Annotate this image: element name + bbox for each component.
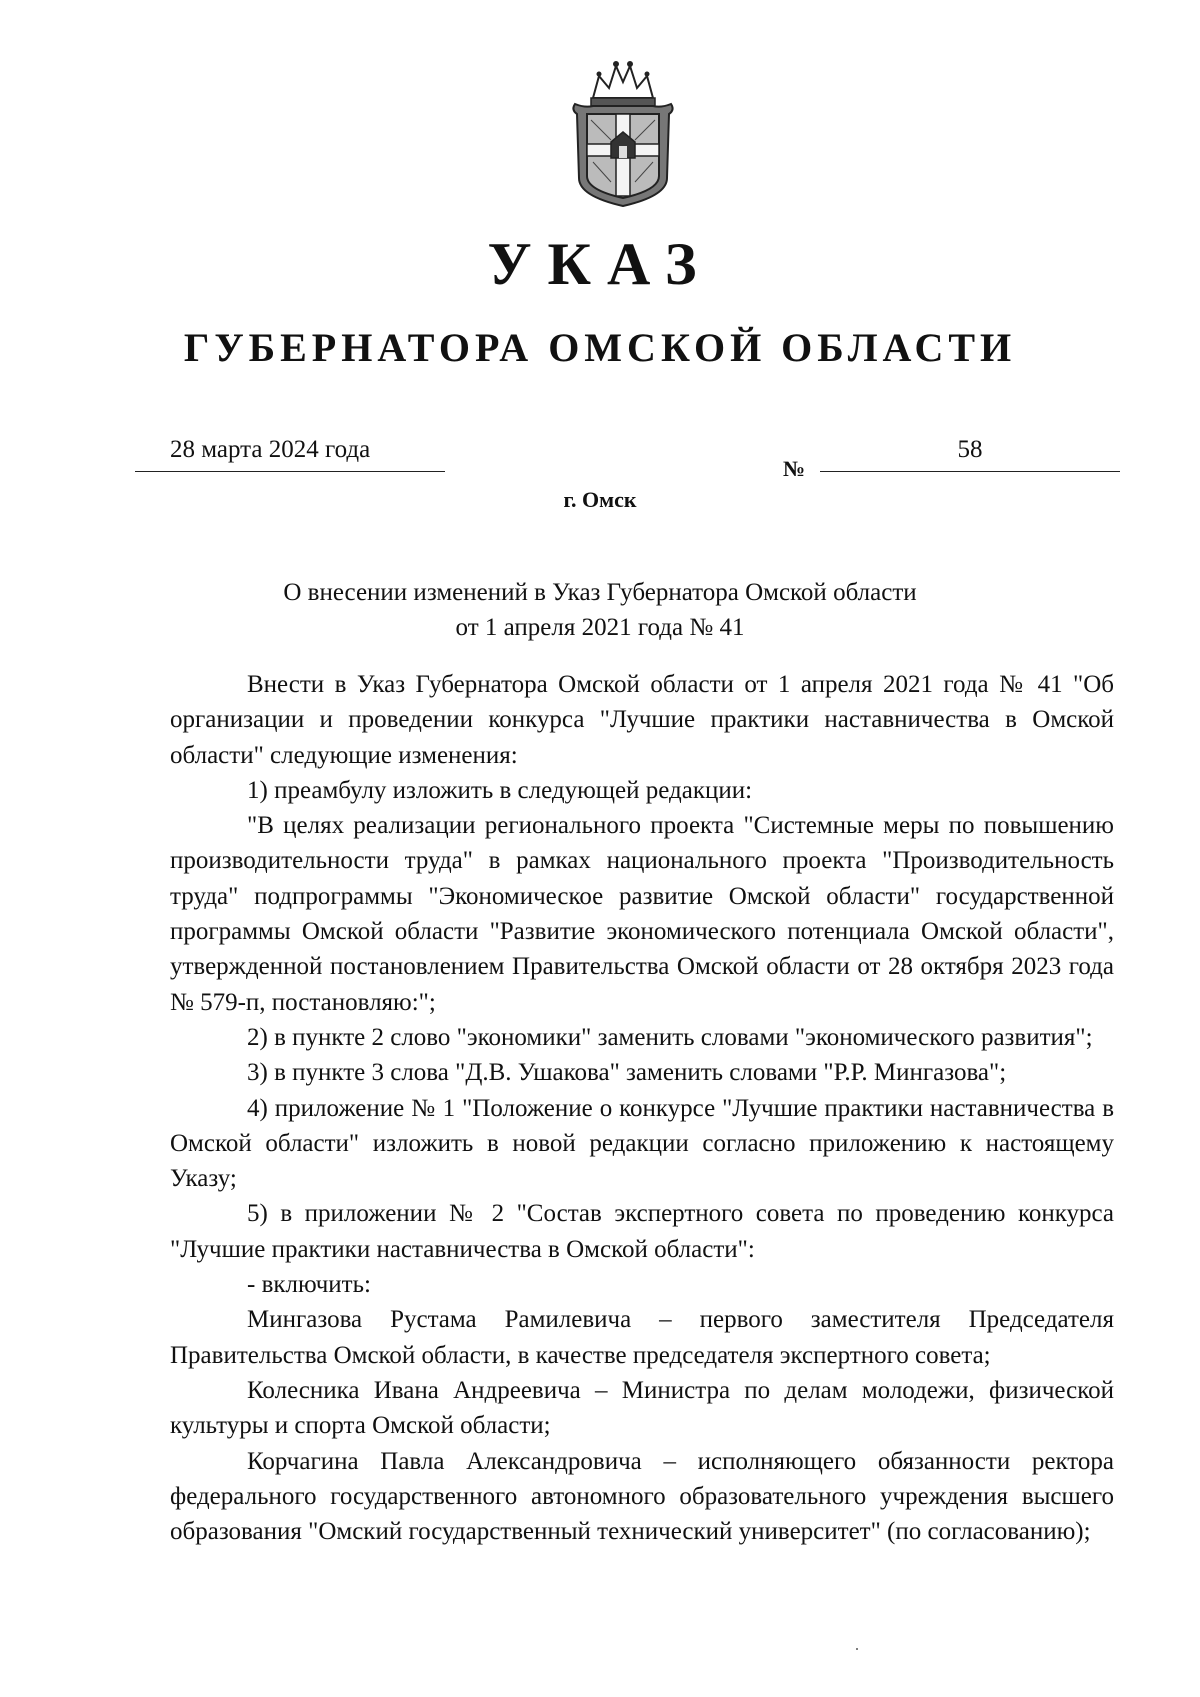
body-paragraph: Колесника Ивана Андреевича – Министра по делам молодежи, физической культуры и спорта Омской области;	[170, 1376, 1114, 1440]
body-paragraph: "В целях реализации регионального проекта "Системные меры по повышению производительности труда" в рамках национального проекта "Производительность труда" подпрограммы "Экономическое развитие Омской области" государственной программы Омской области "Развитие экономического потенциала Омской области", утвержденной постановлением Правительства Омской области от 28 октября 2023 года № 579-п, постановляю:";	[170, 812, 1114, 1016]
decree-body	[170, 667, 1114, 1549]
body-paragraph: Мингазова Рустама Рамилевича – первого заместителя Председателя Правительства Омской области, в качестве председателя экспертного совета;	[170, 1306, 1114, 1369]
body-paragraph: Корчагина Павла Александровича – исполняющего обязанности ректора федерального государственного автономного образовательного учреждения высшего образования "Омский государственный технический университет" (по согласованию);	[170, 1447, 1114, 1546]
body-paragraph: 5) в приложении № 2 "Состав экспертного совета по проведению конкурса "Лучшие практики наставничества в Омской области":	[170, 1200, 1114, 1263]
decree-title: УКАЗ	[487, 231, 713, 297]
body-paragraph: 4) приложение № 1 "Положение о конкурсе "Лучшие практики наставничества в Омской области" изложить в новой редакции согласно приложению к настоящему Указу;	[170, 1094, 1114, 1193]
decree-subject	[0, 575, 1200, 645]
decree-issuer: ГУБЕРНАТОРА ОМСКОЙ ОБЛАСТИ	[183, 325, 1017, 370]
decree-number: 58	[820, 435, 1120, 472]
subject-line-1: О внесении изменений в Указ Губернатора Омской области	[283, 579, 917, 606]
body-paragraph: 2) в пункте 2 слово "экономики" заменить словами "экономического развития";	[247, 1023, 1093, 1051]
omsk-coat-of-arms-icon	[563, 58, 683, 208]
subject-line-2: от 1 апреля 2021 года № 41	[455, 614, 745, 641]
number-sign: №	[783, 456, 806, 481]
decree-date: 28 марта 2024 года	[170, 436, 371, 463]
body-paragraph: 3) в пункте 3 слова "Д.В. Ушакова" заменить словами "Р.Р. Мингазова";	[247, 1059, 1007, 1087]
body-paragraph: 1) преамбулу изложить в следующей редакции:	[247, 776, 753, 804]
body-paragraph: Внести в Указ Губернатора Омской области от 1 апреля 2021 года № 41 "Об организации и проведении конкурса "Лучшие практики наставничества в Омской области" следующие изменения:	[170, 671, 1114, 769]
decree-city: г. Омск	[563, 487, 637, 512]
body-paragraph: - включить:	[247, 1271, 371, 1299]
decree-date-field	[135, 435, 445, 472]
scan-speck	[856, 1648, 858, 1650]
